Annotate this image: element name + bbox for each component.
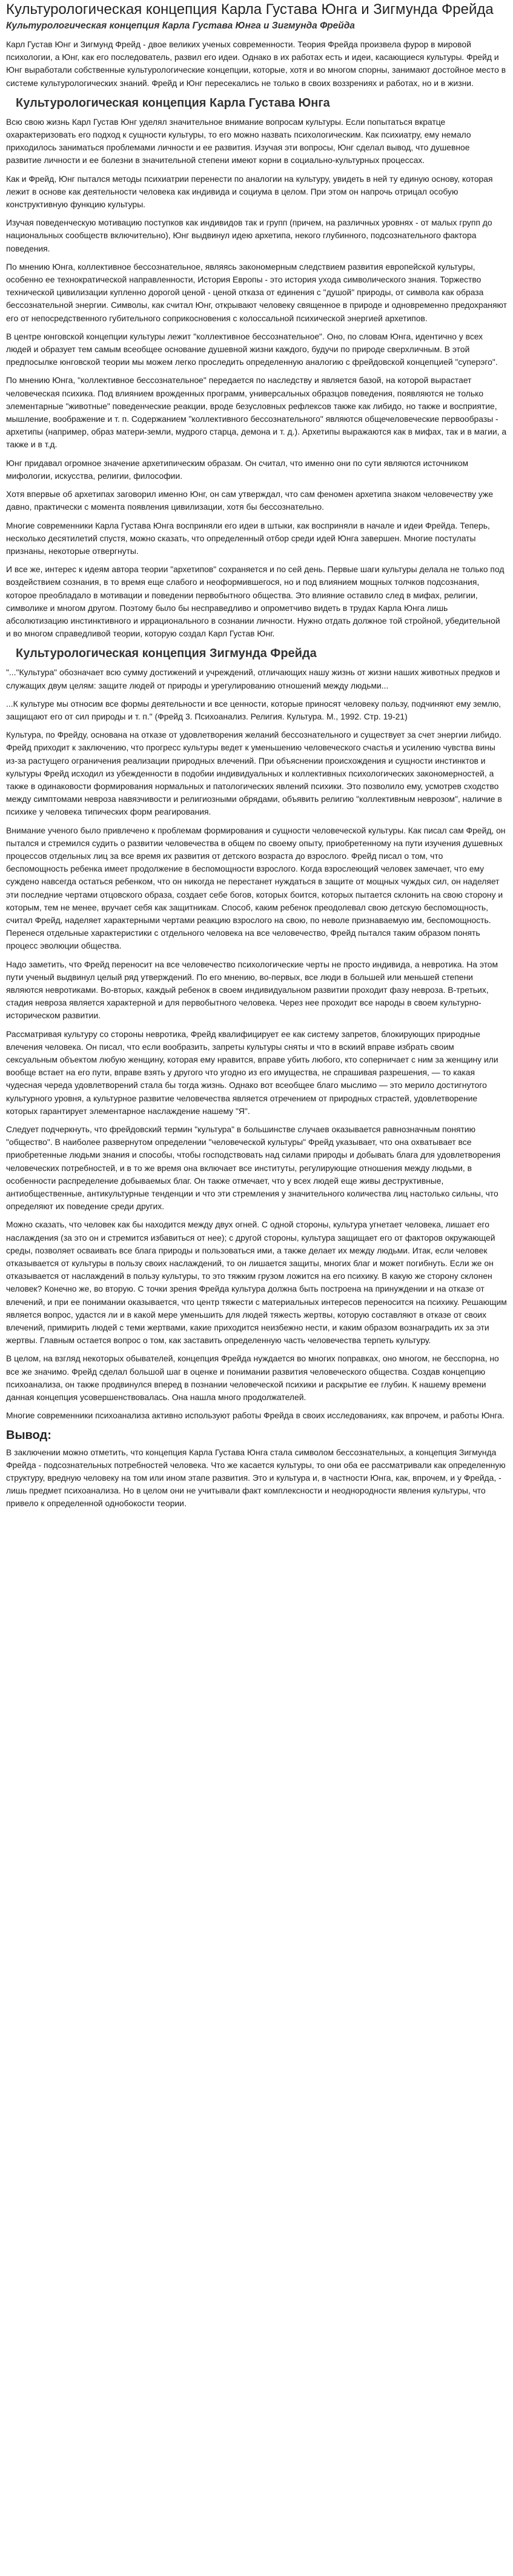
paragraph: Внимание ученого было привлечено к проблемам формирования и сущности человеческой культуры. Как писал сам Фрейд, он пытался и стремился судить о развитии человечества в общем по своему опыту, приобретенному на пути изучения душевных процессов отдельных лиц за все время их развития от детского возраста до взрослого. Фрейд писал о том, что беспомощность ребенка имеет продолжение в беспомощности взрослого. Когда взрослеющий человек замечает, что ему суждено навсегда остаться ребенком, что он никогда не перестанет нуждаться в защите от мощных чуждых сил, он наделяет эти последние чертами отцовского образа, создает себе богов, которых боится, которых пытается склонить на свою сторону и которым, тем не менее, вручает себя как защитникам. Способ, каким ребенок преодолевал свою детскую беспомощность, считал Фрейд, наделяет характерными чертами реакцию взрослого на свою, по неволе признаваемую им, беспомощность. Перенеся отдельные характеристики с отдельного человека на все человечество, Фрейд пытался таким образом понять процесс эволюции общества. bbox=[6, 825, 506, 951]
paragraph: В целом, на взгляд некоторых обывателей, концепция Фрейда нуждается во многих поправках, оно многом, не бесспорна, но все же значимо. Фрейд сделал большой шаг в оценке и понимании развития человеческого общества. Создав концепцию психоанализа, он также продвинулся вперед в познании человеческой психики и раскрытие ее глубин. К нашему времени данная концепция усовершенствовалась. Она нашла много продолжателей. bbox=[6, 1353, 499, 1403]
freud-section bbox=[6, 666, 507, 1422]
article-subtitle: Культурологическая концепция Карла Густава Юнга и Зигмунда Фрейда bbox=[6, 21, 355, 31]
paragraph: Изучая поведенческую мотивацию поступков как индивидов так и групп (причем, на различных уровнях - от малых групп до национальных сообществ включительно), Юнг выдвинул идею архетипа, некого глубинного, подсознательного фактора поведения. bbox=[6, 218, 492, 253]
conclusion-heading: Вывод: bbox=[6, 1428, 51, 1442]
paragraph: Юнг придавал огромное значение архетипическим образам. Он считал, что именно они по сути являются источником мифологии, искусства, религии, философии. bbox=[6, 458, 469, 481]
paragraph: И все же, интерес к идеям автора теории "архетипов" сохраняется и по сей день. Первые шаги культуры делала не только под воздействием сознания, в то время еще слабого и неоформившегося, но и под влиянием мощных толчков подсознания, которое преобладало в мотивации и поведении первобытного общества. Это влияние оставило след в мифах, религии, символике и многом другом. Поэтому было бы несправедливо и опрометчиво видеть в трудах Карла Юнга лишь абсолютизацию инстинктивного и иррационального в сознании личности. Нужно отдать должное той стройной, убедительной и во многом справедливой теории, которую создал Карл Густав Юнг. bbox=[6, 564, 505, 639]
paragraph: Надо заметить, что Фрейд переносит на все человечество психологические черты не просто индивида, а невротика. На этом пути ученый выдвинул целый ряд утверждений. По его мнению, во-первых, все люди в большей или меньшей степени являются невротиками. Во-вторых, каждый ребенок в своем индивидуальном развитии проходит фазу невроза. В-третьих, стадия невроза является характерной и для первобытного человека. Через нее проходит все народы в своем культурно-историческом развитии. bbox=[6, 959, 498, 1021]
page-title: Культурологическая концепция Карла Густава Юнга и Зигмунда Фрейда bbox=[6, 1, 494, 18]
paragraph: Всю свою жизнь Карл Густав Юнг уделял значительное внимание вопросам культуры. Если попытаться вкратце охарактеризовать его подход к сущности культуры, то его можно назвать психологическим. Как психиатру, ему немало приходилось заниматься проблемами личности и ее развития. Изучая эти вопросы, Юнг сделал вывод, что душевное развитие личности и ее болезни в значительной степени имеют корни в социально-культурных процессах. bbox=[6, 116, 471, 165]
paragraph: ...К культуре мы относим все формы деятельности и все ценности, которые приносят человеку пользу, подчиняют ему землю, защищают его от сил природы и т. п." (Фрейд 3. Психоанализ. Религия. Культура. М., 1992. Стр. 19-21) bbox=[6, 698, 501, 721]
intro-section bbox=[6, 38, 507, 90]
section-heading-jung: Культурологическая концепция Карла Густава Юнга bbox=[16, 96, 330, 110]
section-heading-freud: Культурологическая концепция Зигмунда Фрейда bbox=[16, 647, 317, 661]
paragraph: Многие современники психоанализа активно используют работы Фрейда в своих исследованиях, как впрочем, и работы Юнга. bbox=[6, 1410, 505, 1421]
paragraph: Как и Фрейд, Юнг пытался методы психиатрии перенести по аналогии на культуру, увидеть в ней ту единую основу, которая лежит в основе как деятельности человека как индивида и социума в целом. При этом он напрочь отрицал особую конструктивную функцию культуры. bbox=[6, 173, 493, 210]
paragraph: Культура, по Фрейду, основана на отказе от удовлетворения желаний бессознательного и существует за счет энергии либидо. Фрейд приходит к заключению, что прогресс культуры ведет к уменьшению человеческого счастья и усилению чувства вины из-за растущего ограничения реализации природных влечений. При объяснении происхождения и сущности инстинктов и культуры Фрейд исходил из убежденности в подобии индивидуальных и коллективных психологических закономерностей, а также в одинаковости формирования нормальных и патологических явлений психики. Это позволило ему, усмотрев сходство между симптомами невроза навязчивости и религиозными обрядами, объявить религию "коллективным неврозом", наличие в психике у человека типических форм реагирования. bbox=[6, 730, 502, 817]
paragraph: Многие современники Карла Густава Юнга восприняли его идеи в штыки, как восприняли в начале и идеи Фрейда. Теперь, несколько десятилетий спустя, можно сказать, что определенный отбор среди идей Юнга завершен. Многие постулаты признаны, некоторые отвергнуты. bbox=[6, 520, 490, 556]
paragraph: В заключении можно отметить, что концепция Карла Густава Юнга стала символом бессознательных, а концепция Зигмунда Фрейда - подсознательных потребностей человека. Что же касается культуры, то они оба ее рассматривали как определенную структуру, вредную человеку на том или ином этапе развития. Это и культура и, в частности Юнга, как, впрочем, и у Фрейда, - лишь предмет психоанализа. Но в целом они не учитывали факт комплексности и неоднородности явления культуры, что привело к определенной однобокости теории. bbox=[6, 1447, 506, 1509]
paragraph: Рассматривая культуру со стороны невротика, Фрейд квалифицирует ее как систему запретов, блокирующих природные влечения человека. Он писал, что если вообразить, запреты культуры сняты и что в вскиий вправе избрать своим сексуальным объектом любую женщину, которая ему нравится, вправе убить любого, кто соперничает с ним за женщину или вообще встает на его пути, вправе взять у другого что угодно из его имущества, не спрашивая разрешения, — то какая чудесная череда удовлетворений стала бы тогда жизнь. Однако вот всеобщее благо мыслимо — это мерило достигнутого культурного уровня, а культурное развитие человечества является отречением от природных страстей, удовлетворение которых гарантирует элементарное наслаждение нашему "Я". bbox=[6, 1029, 498, 1116]
paragraph: Можно сказать, что человек как бы находится между двух огней. С одной стороны, культура угнетает человека, лишает его наслаждения (за это он и стремится избавиться от нее); с другой стороны, культура защищает его от факторов окружающей среды, позволяет осваивать все блага природы и пользоваться ими, а также делает их между людьми. Итак, если человек отказывается от культуры в пользу своих наслаждений, то он лишается защиты, многих благ и может погибнуть. Если же он отказывается от наслаждений в пользу культуры, то это тяжким грузом ложится на его психику. В какую же сторону склонен человек? Конечно же, во вторую. С точки зрения Фрейда культура должна быть построена на принуждении и на отказе от влечений, и при ее понимании оказывается, что центр тяжести с материальных интересов переносится на психику. Решающим является вопрос, удастся ли и в какой мере уменьшить для людей тяжесть жертвы, которую составляют в отказе от своих влечений, примирить людей с теми жертвами, какие приходится неизбежно нести, и каким образом вознаградить их за эти жертвы. Главным остается вопрос о том, как заставить определенную часть человечества терпеть культуру. bbox=[6, 1220, 507, 1346]
paragraph: В центре юнговской концепции культуры лежит "коллективное бессознательное". Оно, по словам Юнга, идентично у всех людей и образует тем самым всеобщее основание душевной жизни каждого, будучи по природе сверхличным. В этой предпосылке юнговской теории мы можем легко проследить определенную аналогию с фрейдовской концепцией "суперэго". bbox=[6, 331, 498, 367]
paragraph: Следует подчеркнуть, что фрейдовский термин "культура" в большинстве случаев оказывается равнозначным понятию "общество". В наиболее развернутом определении "человеческой культуры" Фрейд указывает, что она охватывает все приобретенные людьми знания и способы, чтобы господствовать над силами природы и добывать блага для удовлетворения человеческих потребностей, и в то же время она включает все институты, регулирующие отношения между людьми, в особенности распределение добываемых благ. Он также отмечает, что у всех людей еще живы деструктивные, антиобщественные, антикультурные тенденции и что эти стремления у значительного количества лиц настолько сильны, что определяют их поведение среди других. bbox=[6, 1124, 501, 1212]
paragraph: По мнению Юнга, "коллективное бессознательное" передается по наследству и является базой, на которой вырастает человеческая психика. Под влиянием врожденных программ, универсальных образцов поведения, появляются не только элементарные "животные" поведенческие реакции, вроде безусловных рефлексов также как либидо, но также и восприятие, мышление, воображение и т. п. Содержанием "коллективного бессознательного" являются общечеловеческие первообразы - архетипы (например, образ матери-земли, мудрого старца, демона и т. д.). Архетипы выражаются как в мифах, так и в магии, а также и в т.д. bbox=[6, 375, 507, 450]
paragraph: По мнению Юнга, коллективное бессознательное, являясь закономерным следствием развития европейской культуры, особенно ее технократической направленности, История Европы - это история ухода символического знания. Торжество технической цивилизации купленно дорогой ценой - ценой отказа от единения с "душой" природы, от символа как образа бессознательной энергии. Символы, как считал Юнг, открывают человеку священное в природе и одновременно предохраняют его от непосредственного губительного соприкосновения с колоссальной психической энергией архетипов. bbox=[6, 261, 507, 323]
paragraph: Хотя впервые об архетипах заговорил именно Юнг, он сам утверждал, что сам феномен архетипа знаком человечеству уже давно, практически с момента появления цивилизации, хотя бы бессознательно. bbox=[6, 489, 494, 512]
jung-section bbox=[6, 116, 507, 641]
paragraph: Карл Густав Юнг и Зигмунд Фрейд - двое великих ученых современности. Теория Фрейда произвела фурор в мировой психологии, а Юнг, как его последователь, развил его идеи. Однако в их работах есть и идеи, касающиеся культуры. Фрейд и Юнг выработали собственные культурологические концепции, которые, хотя и во многом спорны, занимают достойное место в системе культурологических знаний. Фрейд и Юнг пересекались не только в своих воззрениях и работах, но и в жизни. bbox=[6, 39, 506, 88]
conclusion-section bbox=[6, 1446, 507, 1510]
paragraph: "..."Культура" обозначает всю сумму достижений и учреждений, отличающих нашу жизнь от жизни наших животных предков и служащих двум целям: защите людей от природы и урегулированию отношений между людьми... bbox=[6, 667, 500, 690]
